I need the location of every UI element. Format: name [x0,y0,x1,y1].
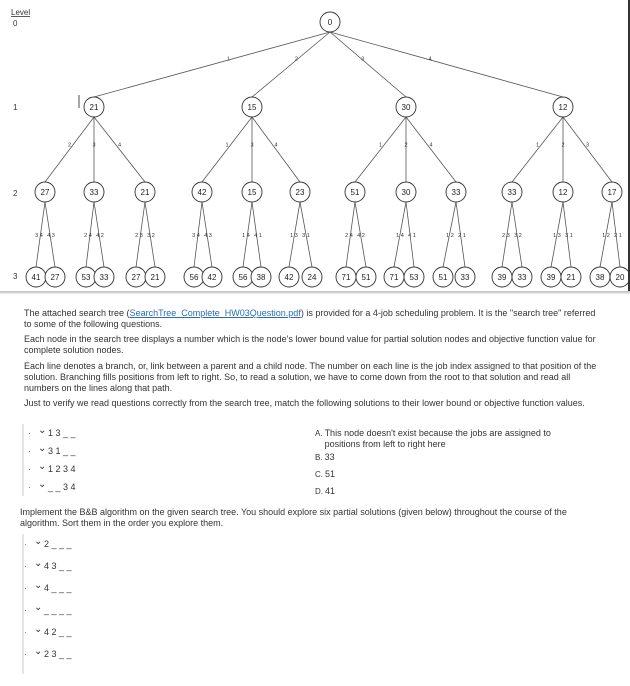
level2-node: 33 [507,188,517,197]
level2-node: 33 [89,188,99,197]
branch-label: 2 4 [345,233,353,239]
q1-match-dropdown[interactable] [28,443,76,456]
tree-branch [563,117,612,182]
dropdown-bullet: · [24,561,27,571]
search-tree-pdf-link[interactable]: SearchTree_Complete_HW03Question.pdf [129,308,301,318]
level3-node: 42 [207,273,217,282]
search-tree [0,0,630,292]
level3-node: 51 [438,273,448,282]
answer-option [315,428,585,450]
level2-node: 15 [247,188,257,197]
tree-branch [252,32,330,97]
dropdown-bullet: · [24,583,27,593]
answer-text: 33 [324,452,335,462]
chevron-down-icon[interactable]: ⌄ [34,558,43,569]
level3-node: 27 [50,273,60,282]
q2-order-dropdown[interactable] [24,624,72,637]
chevron-down-icon[interactable]: ⌄ [34,580,43,591]
branch-label: 3 1 [302,233,310,239]
level-label: 3 [13,272,18,281]
answer-text: 51 [325,469,336,479]
level3-node: 41 [31,273,41,282]
level1-node: 15 [247,103,257,112]
branch-label: 3 4 [35,233,43,239]
branch-label: 1 2 [446,233,454,239]
branch-label: 4 3 [204,233,212,239]
q1-match-dropdown[interactable] [28,425,76,438]
branch-label: 2 3 [135,233,143,239]
level2-node: 12 [558,188,568,197]
level3-node: 21 [150,273,160,282]
level1-node: 30 [401,103,411,112]
answer-option [315,452,585,463]
tree-branch [94,32,330,97]
branch-label: 4 [428,56,432,63]
level3-node: 56 [238,273,248,282]
dropdown-value: _ _ _ _ [44,605,72,615]
tree-branch [512,117,563,182]
level2-node: 27 [40,188,50,197]
branch-label: 3 2 [147,233,155,239]
level3-node: 39 [546,273,556,282]
branch-label: 2 [404,142,408,149]
level3-node: 38 [256,273,266,282]
level-label: 0 [13,19,18,28]
q1-para3: Each line denotes a branch, or, link between a parent and a child node. The number on each line is the job index assigned to that position of the solution. Branching fills positions from left to right. So, to read a solution, we have to come down from the root to that solution and read all numbers on the lines along that path. [24,361,597,393]
answer-letter: B. [315,453,323,462]
q2-order-dropdown[interactable] [24,558,72,571]
level3-node: 21 [566,273,576,282]
answer-text: This node doesn't exist because the jobs are assigned to positions from left to right here [324,428,551,449]
branch-label: 2 [67,142,72,149]
chevron-down-icon[interactable]: ⌄ [38,479,47,490]
branch-label: 1 [535,142,540,149]
level2-node: 42 [197,188,207,197]
branch-label: 4 [429,142,433,149]
tree-branch [45,117,94,182]
tree-branch [94,117,145,182]
level3-node: 71 [389,273,399,282]
root-node: 0 [327,18,333,27]
q2-order-dropdown[interactable] [24,580,72,593]
level3-node: 53 [81,273,91,282]
branch-label: 2 [294,56,298,63]
tree-branch [330,32,406,97]
level2-node: 30 [401,188,411,197]
dropdown-value: 1 2 3 4 [48,464,76,474]
dropdown-value: 4 2 _ _ [44,627,72,637]
level1-node: 12 [558,103,568,112]
level2-node: 21 [140,188,150,197]
branch-label: 4 1 [408,233,416,239]
dropdown-value: 4 3 _ _ [44,561,72,571]
answer-option [315,469,585,480]
dropdown-bullet: · [24,649,27,659]
tree-branch [406,117,456,182]
branch-label: 2 1 [458,233,466,239]
level1-node: 21 [89,103,99,112]
branch-label: 4 2 [96,233,104,239]
level2-node: 33 [451,188,461,197]
branch-label: 3 [585,142,590,149]
tree-branch [202,117,252,182]
level-label: 2 [13,189,18,198]
q1-left-bar [22,424,24,496]
level3-node: 56 [189,273,199,282]
level2-node: 17 [607,188,617,197]
tree-branch [252,117,300,182]
level3-node: 71 [341,273,351,282]
level3-node: 20 [615,273,625,282]
branch-label: 1 3 [553,233,561,239]
level3-node: 33 [99,273,109,282]
dropdown-bullet: · [24,605,27,615]
level2-node: 51 [350,188,360,197]
dropdown-value: 4 _ _ _ [44,583,72,593]
level-header: Level [11,8,31,17]
chevron-down-icon[interactable]: ⌄ [34,602,43,613]
dropdown-value: _ _ 3 4 [48,482,76,492]
dropdown-bullet: · [28,482,31,492]
level3-node: 38 [595,273,605,282]
branch-label: 3 1 [565,233,573,239]
branch-label: 4 [117,142,122,149]
branch-label: 4 1 [254,233,262,239]
answer-letter: D. [315,487,323,496]
branch-label: 3 2 [514,233,522,239]
q2-order-dropdown[interactable] [24,536,72,549]
page-divider [0,291,630,294]
chevron-down-icon[interactable]: ⌄ [34,624,43,635]
level3-node: 39 [497,273,507,282]
chevron-down-icon[interactable]: ⌄ [38,425,47,436]
branch-label: 3 [361,56,365,63]
level3-node: 27 [131,273,141,282]
branch-label: 4 [274,142,278,149]
chevron-down-icon[interactable]: ⌄ [34,646,43,657]
chevron-down-icon[interactable]: ⌄ [34,536,43,547]
dropdown-value: 3 1 _ _ [48,446,76,456]
answer-text: 41 [325,486,336,496]
level3-node: 53 [409,273,419,282]
dropdown-bullet: · [24,539,27,549]
branch-label: 1 [378,142,383,149]
level3-node: 24 [307,273,317,282]
branch-label: 2 1 [614,233,622,239]
level2-node: 23 [295,188,305,197]
level-label: 1 [13,103,18,112]
tree-branch [355,117,406,182]
chevron-down-icon[interactable]: ⌄ [38,461,47,472]
q1-match-dropdown[interactable] [28,461,76,474]
answer-option [315,486,585,497]
level3-node: 51 [361,273,371,282]
branch-label: 1 2 [602,233,610,239]
branch-label: 3 [250,142,254,149]
answer-letter: A. [315,429,323,438]
chevron-down-icon[interactable]: ⌄ [38,443,47,454]
dropdown-bullet: · [28,446,31,456]
level3-node: 42 [284,273,294,282]
branch-label: 3 4 [192,233,200,239]
q1-intro: The attached search tree (SearchTree_Complete_HW03Question.pdf) is provided for a 4-job scheduling problem. It is the "search tree" referred to some of the following questions. [24,308,596,329]
q1-para4: Just to verify we read questions correctly from the search tree, match the following solutions to their lower bound or objective function values. [24,398,585,408]
q1-para2: Each node in the search tree displays a number which is the node's lower bound value for partial solution nodes and objective function value for complete solution nodes. [24,334,596,355]
branch-label: 1 3 [290,233,298,239]
branch-label: 2 3 [502,233,510,239]
branch-label: 4 2 [357,233,365,239]
branch-label: 4 3 [47,233,55,239]
dropdown-bullet: · [24,627,27,637]
branch-label: 2 4 [84,233,92,239]
dropdown-bullet: · [28,428,31,438]
level3-node: 33 [517,273,527,282]
branch-label: 3 [92,142,96,149]
q2-text: Implement the B&B algorithm on the given search tree. You should explore six partial solutions (given below) throughout the course of the algorithm. Sort them in the order you explore them. [20,507,567,528]
dropdown-bullet: · [28,464,31,474]
level3-node: 33 [460,273,470,282]
dropdown-value: 1 3 _ _ [48,428,76,438]
q1-match-dropdown[interactable] [28,479,76,492]
dropdown-value: 2 _ _ _ [44,539,72,549]
branch-label: 1 [225,142,229,149]
answer-letter: C. [315,470,323,479]
branch-label: 1 [226,56,231,63]
branch-label: 2 [561,142,565,149]
q2-order-dropdown[interactable] [24,646,72,659]
branch-label: 1 4 [242,233,250,239]
q2-order-dropdown[interactable] [24,602,72,615]
tree-branch [330,32,563,97]
branch-label: 1 4 [396,233,404,239]
dropdown-value: 2 3 _ _ [44,649,72,659]
